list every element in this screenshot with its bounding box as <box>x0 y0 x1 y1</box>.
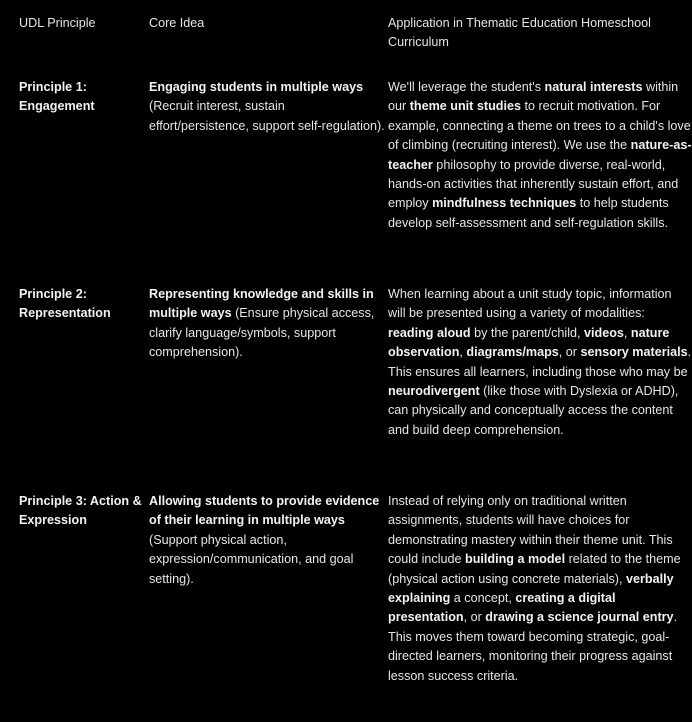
text: , or <box>558 345 581 360</box>
principle-cell: Principle 2: Representation <box>19 287 111 321</box>
bold-text: nature-as-teacher <box>388 138 692 172</box>
text: related to the theme (physical action using concrete materials), <box>388 552 681 586</box>
bold-text: mindfulness techniques <box>432 196 577 211</box>
text: . This moves them toward becoming strategic, goal-directed learners, monitoring their progress against lesson success criteria. <box>388 610 678 683</box>
text: Instead of relying only on traditional written assignments, students will have choices for demonstrating mastery within their theme unit. This could include <box>388 494 673 567</box>
table-row <box>19 492 692 722</box>
bold-text: building a model <box>465 552 566 567</box>
bold-text: Allowing students to provide evidence of their learning in multiple ways <box>149 494 380 528</box>
bold-text: Engaging students in multiple ways <box>149 80 364 94</box>
bold-text: creating a digital presentation <box>388 591 616 625</box>
table-row <box>19 78 692 285</box>
header-udl-principle: UDL Principle <box>19 16 96 30</box>
bold-text: videos <box>584 325 624 340</box>
header-row <box>19 14 692 68</box>
application-cell <box>388 285 692 492</box>
text: within our <box>388 80 679 114</box>
principle-cell: Principle 1: Engagement <box>19 80 95 114</box>
text: to help students develop self-assessment and self-regulation skills. <box>388 196 669 230</box>
bold-text: diagrams/maps <box>466 345 559 360</box>
text: a concept, <box>450 591 516 606</box>
text: We'll leverage the student's <box>388 80 545 94</box>
table-row <box>19 285 692 492</box>
text: to recruit motivation. For example, connecting a theme on trees to a child's love of climbing (recruiting interest). We use the <box>388 99 691 153</box>
udl-table <box>19 14 692 722</box>
text: . This ensures all learners, including those who may be <box>388 345 692 379</box>
bold-text: drawing a science journal entry <box>485 610 674 625</box>
bold-text: neurodivergent <box>388 384 480 399</box>
bold-text: nature observation <box>388 325 670 360</box>
bold-text: natural interests <box>544 80 643 94</box>
text: by the parent/child, <box>470 325 584 340</box>
text: (Ensure physical access, clarify language/symbols, support comprehension). <box>149 306 375 360</box>
bold-text: theme unit studies <box>409 99 521 114</box>
text: (Recruit interest, sustain effort/persistence, support self-regulation). <box>149 99 385 133</box>
application-cell <box>388 492 692 722</box>
bold-text: reading aloud <box>388 325 471 340</box>
text: (Support physical action, expression/communication, and goal setting). <box>149 532 354 586</box>
application-cell <box>388 78 692 285</box>
header-application: Application in Thematic Education Homeschool Curriculum <box>388 16 651 50</box>
core-idea-cell <box>149 285 388 492</box>
core-idea-cell <box>149 492 388 722</box>
bold-text: verbally explaining <box>388 571 674 606</box>
text: When learning about a unit study topic, information will be presented using a variety of modalities: <box>388 287 672 321</box>
header-core-idea: Core Idea <box>149 16 205 30</box>
bold-text: Representing knowledge and skills in multiple ways <box>149 287 374 321</box>
text: , <box>459 345 467 360</box>
text: (like those with Dyslexia or ADHD), can physically and conceptually access the content and build deep comprehension. <box>388 384 679 437</box>
text: , <box>623 325 631 340</box>
principle-cell: Principle 3: Action & Expression <box>19 494 142 528</box>
text: philosophy to provide diverse, real-world, hands-on activities that inherently sustain effort, and employ <box>388 157 679 211</box>
core-idea-cell <box>149 78 388 285</box>
text: , or <box>463 610 486 625</box>
bold-text: sensory materials <box>580 345 688 360</box>
